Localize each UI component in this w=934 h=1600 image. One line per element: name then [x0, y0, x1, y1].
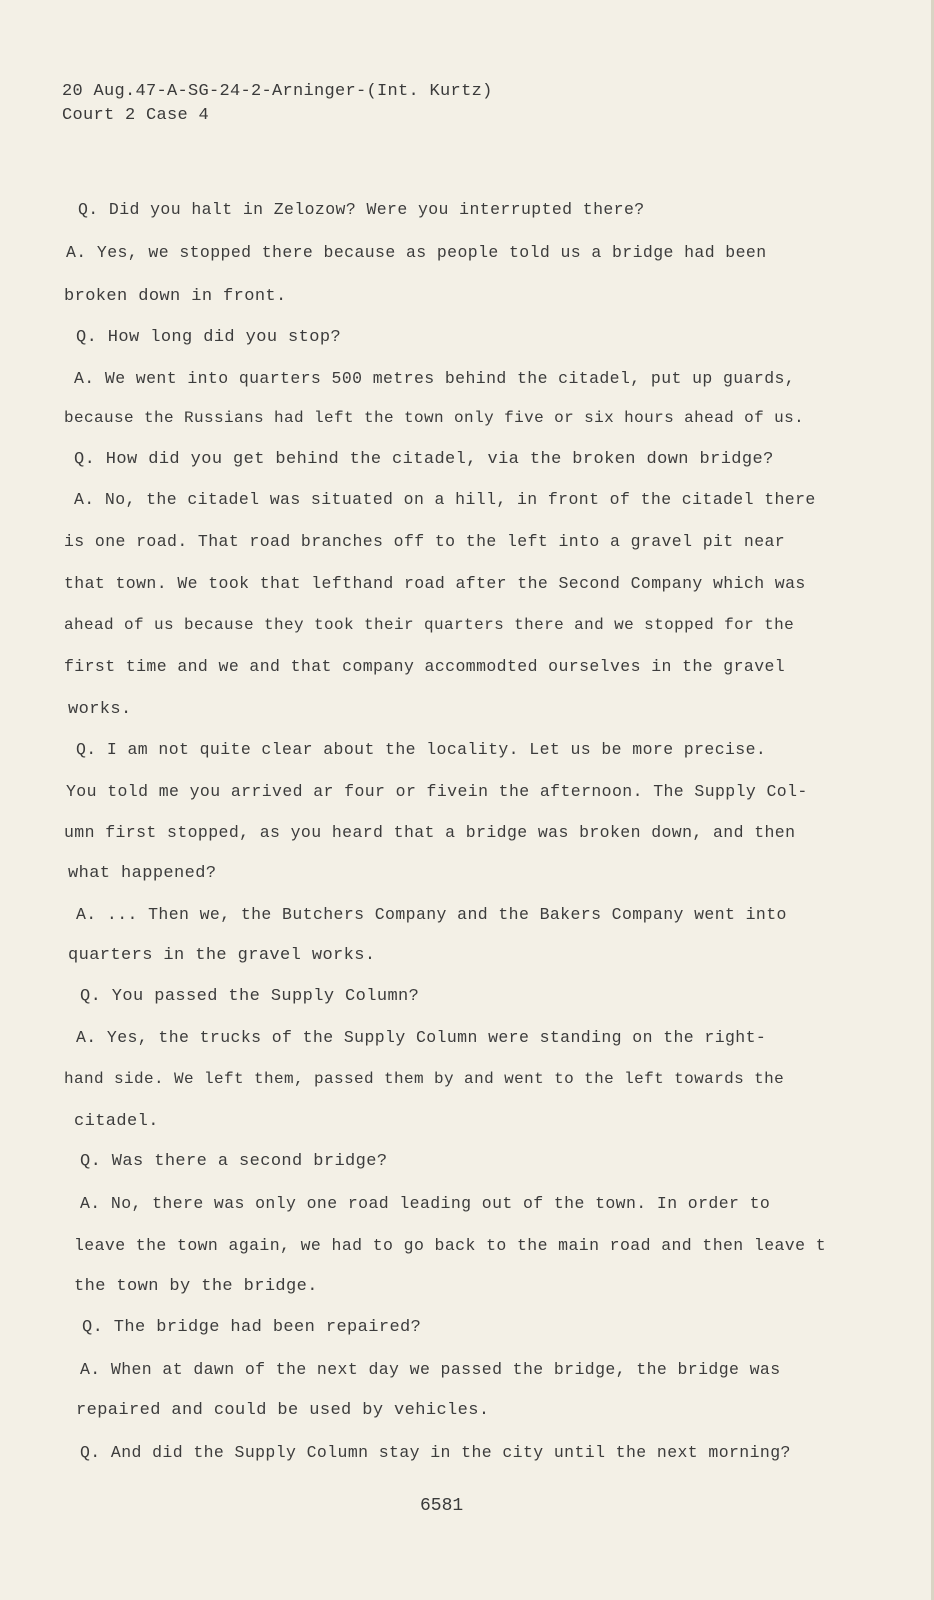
transcript-line: first time and we and that company accommodted ourselves in the gravel: [64, 657, 786, 676]
transcript-line: is one road. That road branches off to the left into a gravel pit near: [64, 532, 786, 551]
transcript-line: Q. And did the Supply Column stay in the city until the next morning?: [80, 1443, 791, 1462]
transcript-line: ahead of us because they took their quarters there and we stopped for the: [64, 616, 795, 634]
transcript-line: the town by the bridge.: [74, 1277, 318, 1296]
header-court-case-line: Court 2 Case 4: [62, 106, 210, 125]
transcript-line: what happened?: [68, 864, 217, 883]
transcript-line: hand side. We left them, passed them by and went to the left towards the: [64, 1070, 785, 1088]
transcript-line: Q. The bridge had been repaired?: [82, 1318, 422, 1337]
transcript-line: A. ... Then we, the Butchers Company and the Bakers Company went into: [76, 905, 787, 924]
page-number: 6581: [420, 1496, 464, 1516]
transcript-line: Q. Did you halt in Zelozow? Were you interrupted there?: [78, 200, 645, 219]
transcript-line: A. Yes, the trucks of the Supply Column were standing on the right-: [76, 1028, 767, 1047]
transcript-line: Q. How did you get behind the citadel, via the broken down bridge?: [74, 450, 774, 469]
transcript-line: Q. Was there a second bridge?: [80, 1152, 388, 1171]
transcript-line: broken down in front.: [64, 287, 287, 306]
transcript-line: leave the town again, we had to go back to the main road and then leave t: [74, 1236, 827, 1255]
transcript-line: A. No, there was only one road leading out of the town. In order to: [80, 1194, 771, 1213]
transcript-line: A. No, the citadel was situated on a hill, in front of the citadel there: [74, 490, 816, 509]
transcript-line: A. Yes, we stopped there because as people told us a bridge had been: [66, 243, 767, 262]
document-header: [62, 80, 493, 128]
transcript-line: umn first stopped, as you heard that a bridge was broken down, and then: [64, 823, 796, 842]
transcript-line: A. We went into quarters 500 metres behind the citadel, put up guards,: [74, 369, 796, 388]
transcript-line: Q. How long did you stop?: [76, 328, 342, 347]
transcript-line: Q. I am not quite clear about the locality. Let us be more precise.: [76, 740, 767, 759]
transcript-line: citadel.: [74, 1112, 159, 1131]
transcript-line: because the Russians had left the town only five or six hours ahead of us.: [64, 409, 805, 427]
transcript-line: You told me you arrived ar four or fivein the afternoon. The Supply Col-: [66, 782, 808, 801]
transcript-line: Q. You passed the Supply Column?: [80, 987, 420, 1006]
header-reference-line: 20 Aug.47-A-SG-24-2-Arninger-(Int. Kurtz): [62, 82, 493, 101]
transcript-line: quarters in the gravel works.: [68, 946, 376, 965]
transcript-line: A. When at dawn of the next day we passed the bridge, the bridge was: [80, 1360, 781, 1379]
transcript-line: repaired and could be used by vehicles.: [76, 1401, 490, 1420]
transcript-line: that town. We took that lefthand road after the Second Company which was: [64, 574, 806, 593]
transcript-line: works.: [68, 700, 132, 719]
